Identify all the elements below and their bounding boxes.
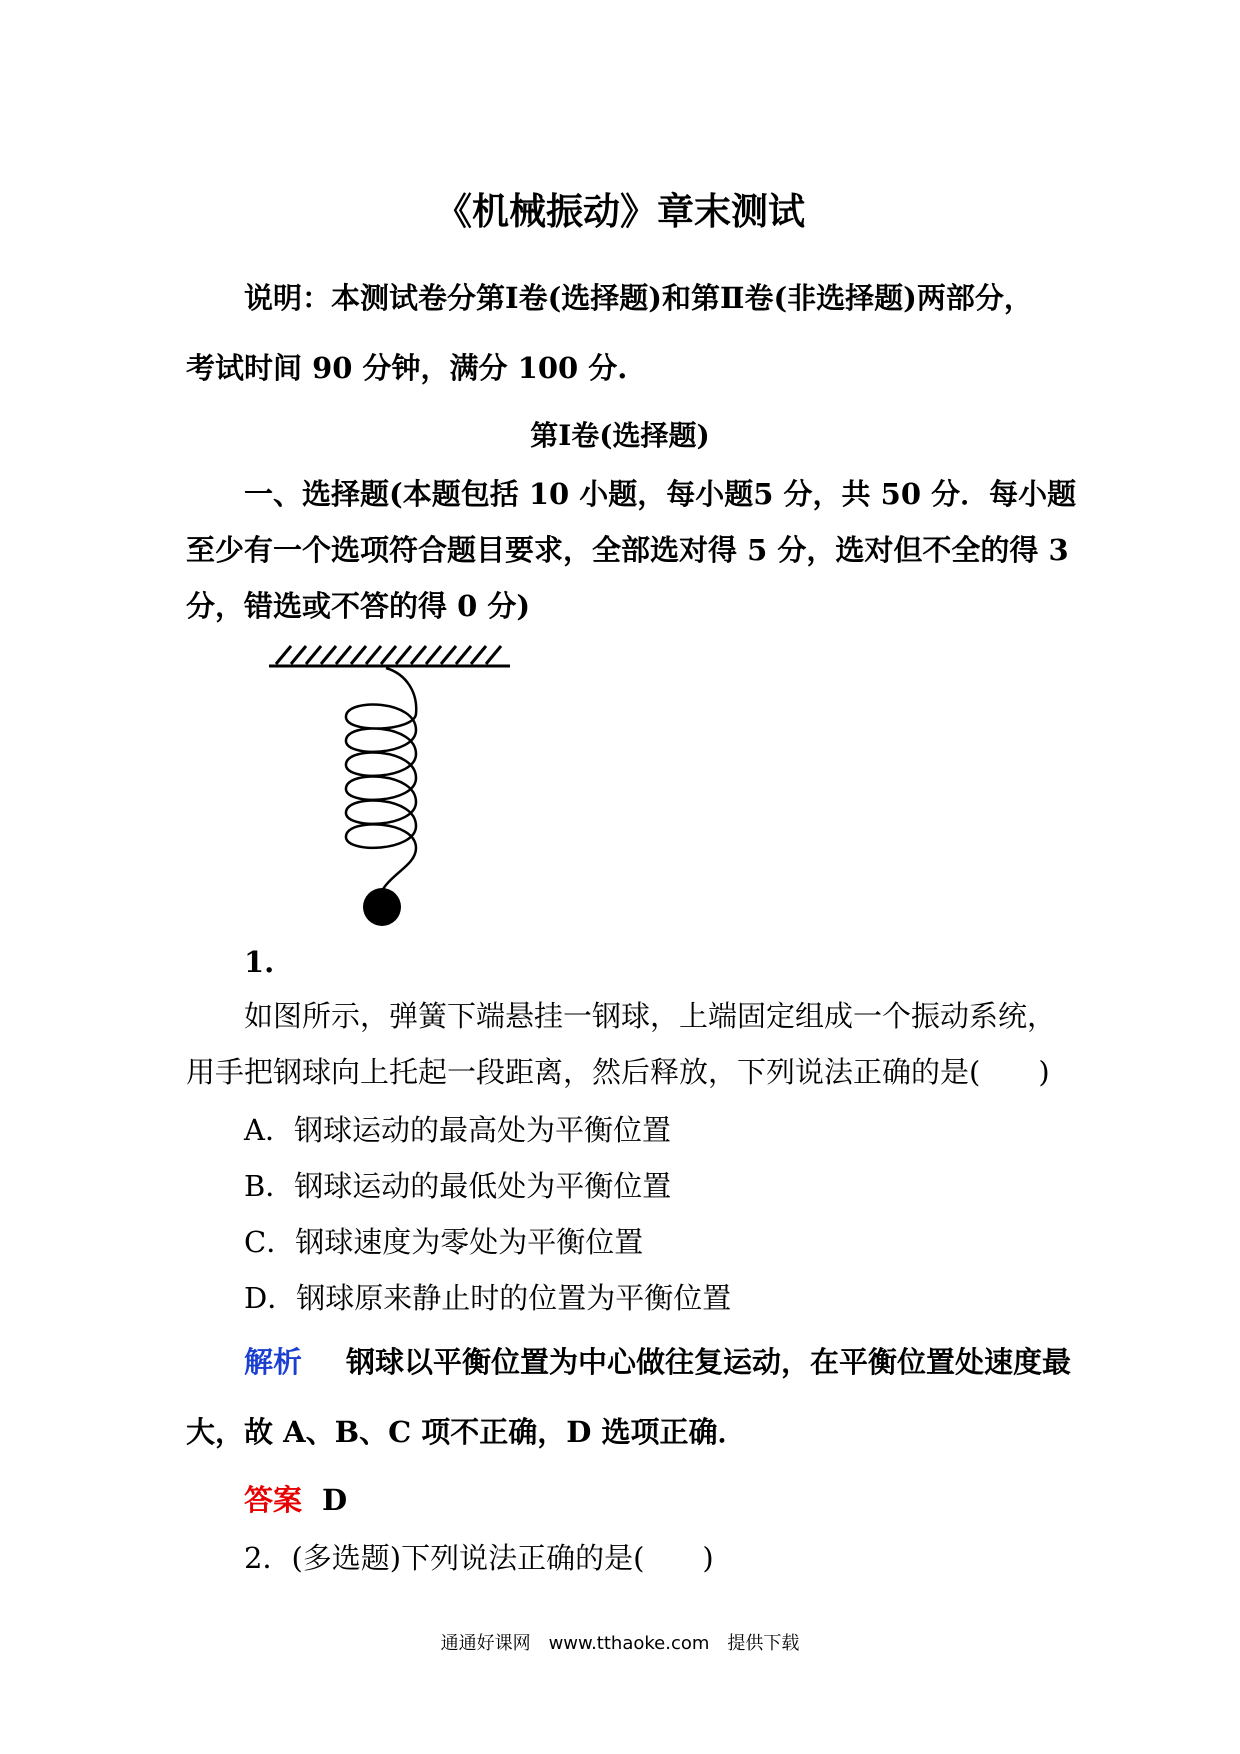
question-1-option-d: D．钢球原来静止时的位置为平衡位置	[244, 1281, 732, 1315]
question-1-analysis-line-1	[244, 1344, 1071, 1380]
question-1-answer	[244, 1482, 347, 1518]
question-1-option-a: A．钢球运动的最高处为平衡位置	[244, 1113, 671, 1147]
section-instructions-line-1: 一、选择题(本题包括 10 小题，每小题5 分，共 50 分．每小题	[244, 477, 1077, 511]
answer-value: D	[322, 1483, 348, 1517]
question-1-analysis-line-2: 大，故 A、B、C 项不正确，D 选项正确．	[186, 1415, 747, 1449]
section-instructions-line-3: 分，错选或不答的得 0 分)	[186, 589, 531, 623]
steel-ball	[363, 888, 401, 926]
analysis-label: 解析	[244, 1345, 303, 1379]
page-footer: 通通好课网 www.tthaoke.com 提供下载	[440, 1633, 800, 1654]
intro-line-2: 考试时间 90 分钟，满分 100 分.	[186, 351, 628, 385]
question-1-number: 1.	[244, 945, 275, 979]
question-1-stem-line-1: 如图所示，弹簧下端悬挂一钢球，上端固定组成一个振动系统，	[244, 999, 1057, 1033]
answer-label: 答案	[244, 1483, 303, 1517]
section-header: 第Ⅰ卷(选择题)	[530, 419, 710, 452]
page-title: 《机械振动》章末测试	[435, 189, 805, 233]
question-1-option-c: C．钢球速度为零处为平衡位置	[244, 1225, 644, 1259]
question-1-option-b: B．钢球运动的最低处为平衡位置	[244, 1169, 672, 1203]
intro-line-1: 说明：本测试卷分第Ⅰ卷(选择题)和第Ⅱ卷(非选择题)两部分，	[244, 281, 1033, 315]
question-2-stem: 2．(多选题)下列说法正确的是( )	[244, 1541, 714, 1575]
question-1-stem-line-2: 用手把钢球向上托起一段距离，然后释放，下列说法正确的是( )	[186, 1055, 1050, 1089]
ceiling-support	[269, 646, 510, 666]
analysis-text: 钢球以平衡位置为中心做往复运动，在平衡位置处速度最	[346, 1345, 1072, 1379]
section-instructions-line-2: 至少有一个选项符合题目要求，全部选对得 5 分，选对但不全的得 3	[186, 533, 1069, 567]
spring-coil	[346, 668, 416, 902]
spring-ball-figure	[266, 640, 526, 970]
